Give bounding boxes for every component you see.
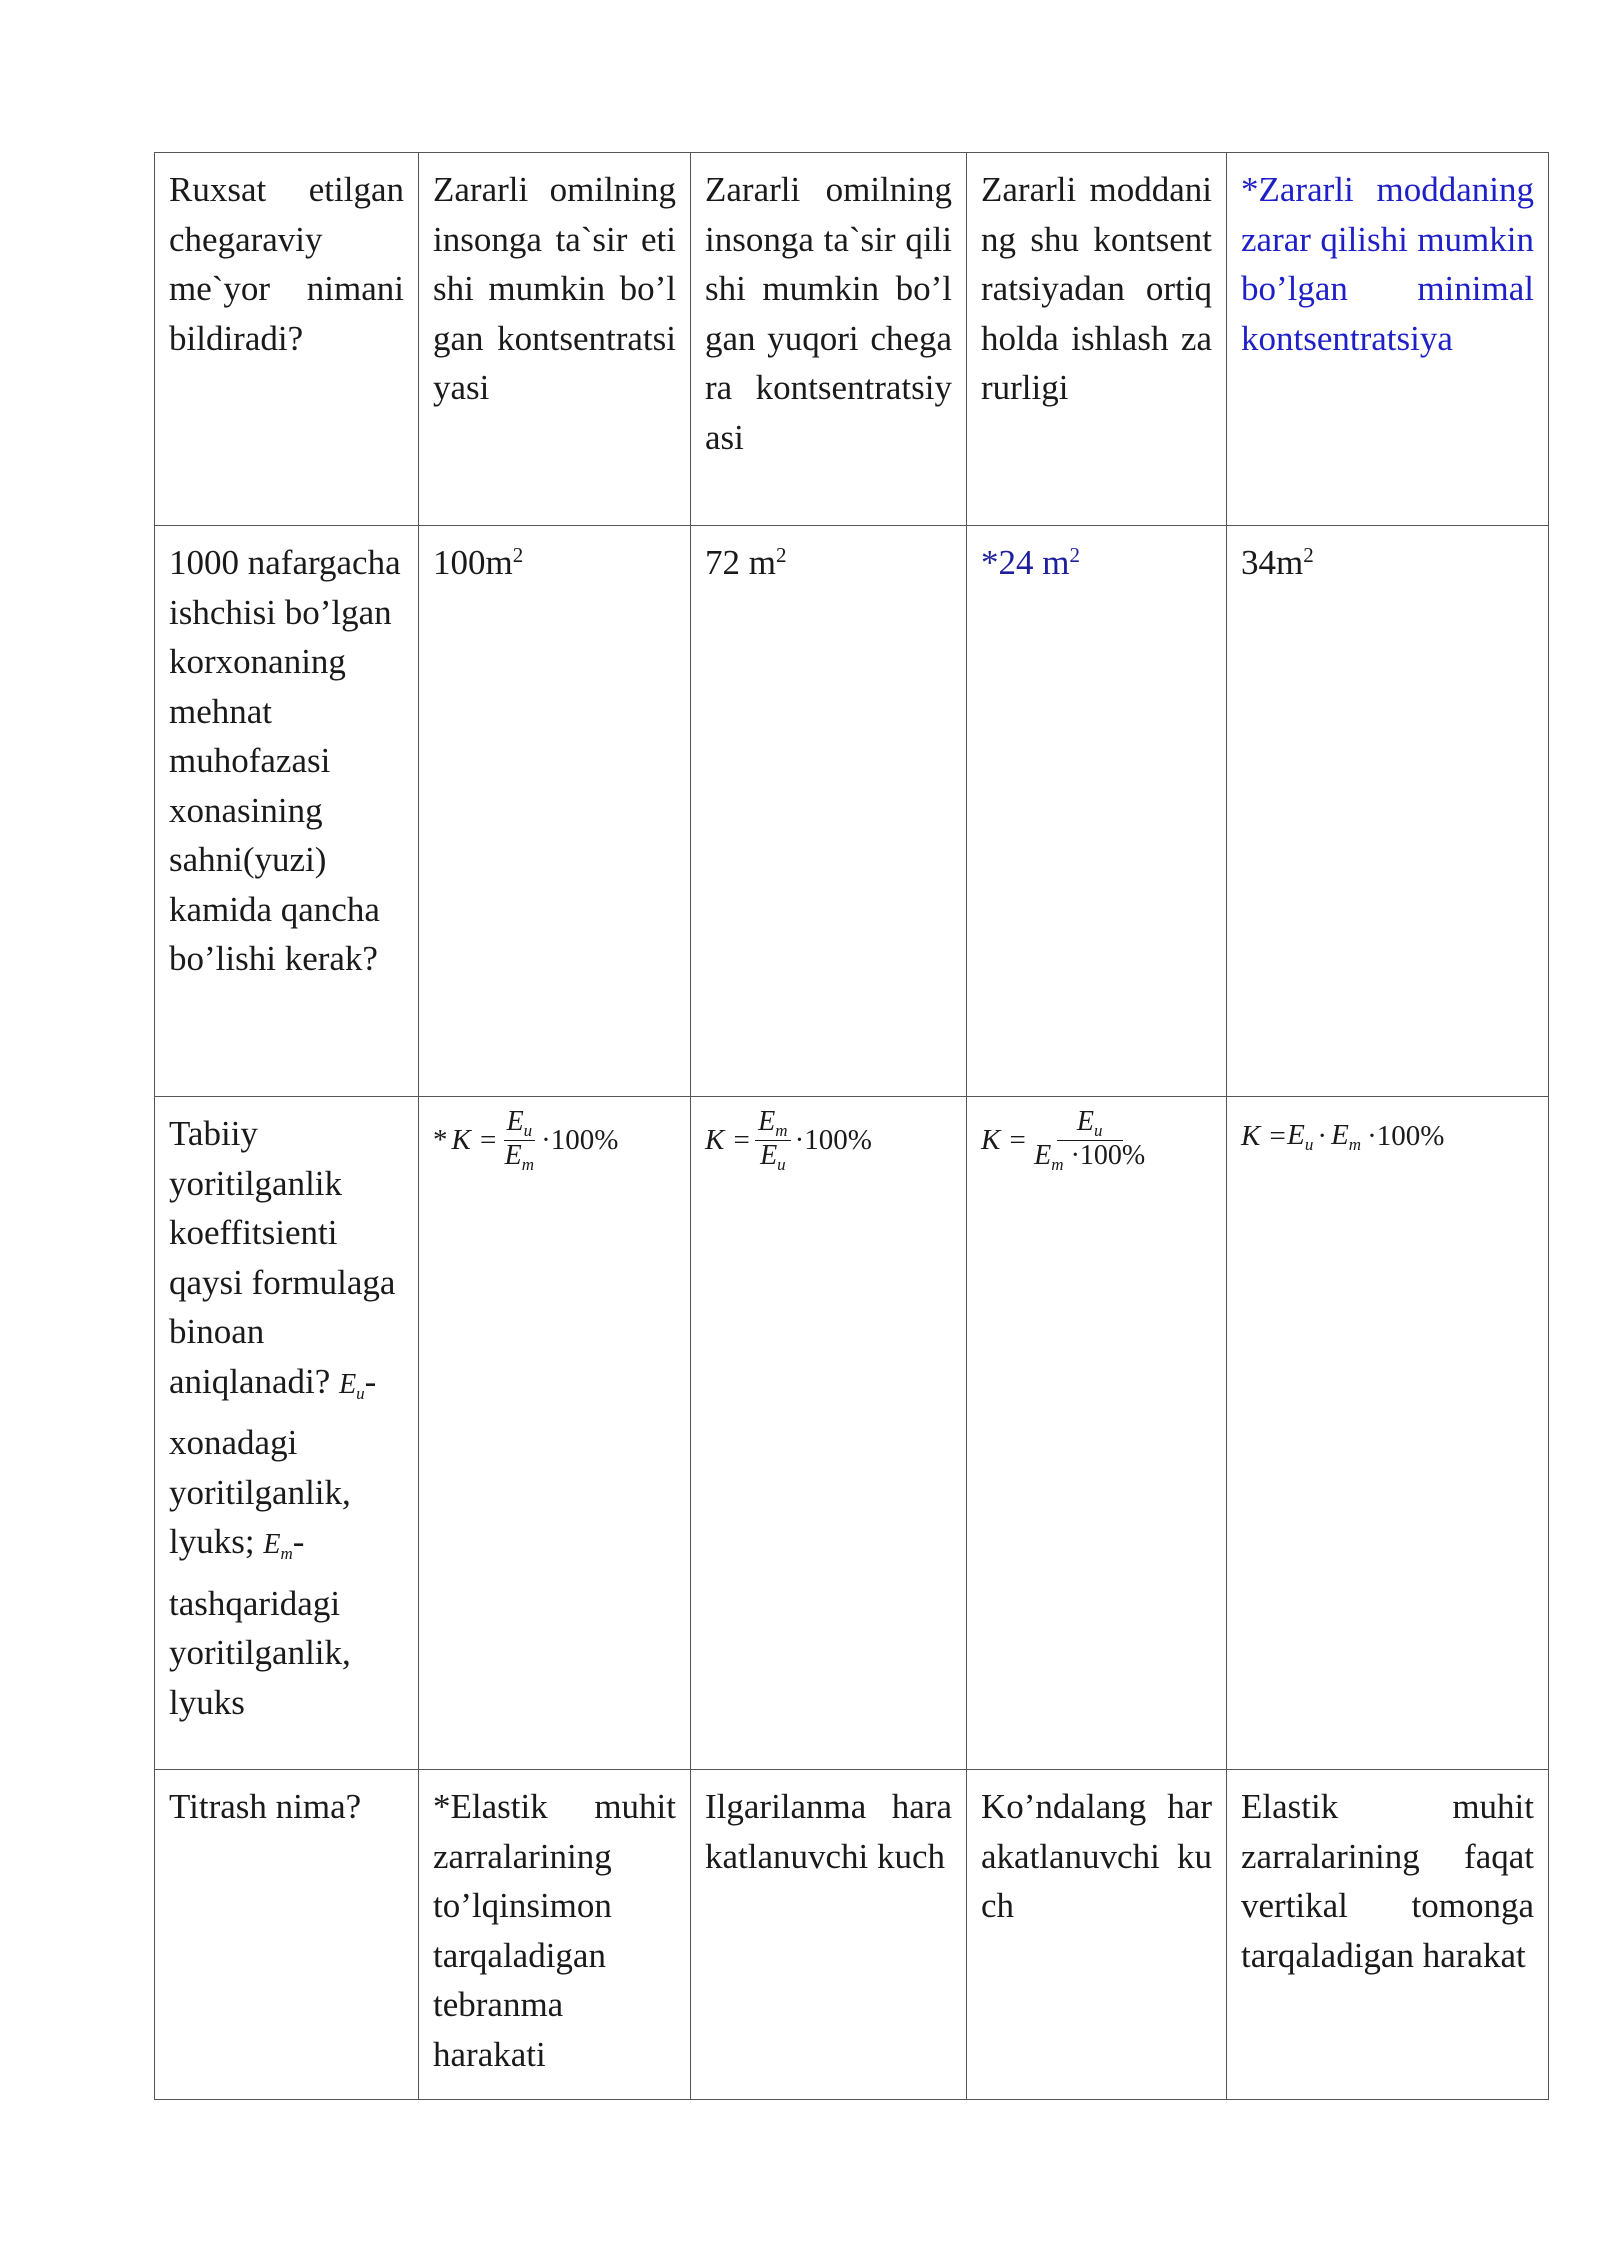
formula-tail: ·100% [794, 1123, 872, 1156]
answer-cell-1a [419, 153, 691, 526]
fraction: $\frac{E_u}{E_m \cdot 100\%}$ [1034, 1106, 1146, 1174]
answer-value: 72 m [705, 543, 776, 582]
answer-text: Zararli moddaning shu kontsentratsiyadan ortiq holda ishlash zarurligi [981, 170, 1212, 407]
answer-cell-1d-correct [1227, 153, 1549, 526]
question-text: Tabiiy yoritilganlik koeffitsienti qaysi formulaga binoan aniqlanadi? [169, 1114, 396, 1401]
answer-cell-2c-correct [967, 526, 1227, 1097]
answer-cell-3c [967, 1097, 1227, 1770]
question-row-4 [155, 1770, 1549, 2100]
answer-cell-1b [691, 153, 967, 526]
formula-lhs: K = [705, 1123, 752, 1156]
answer-text: *Zararli moddaning zarar qilishi mumkin bo’lgan minimal kontsentratsiya [1241, 170, 1534, 358]
question-row-3 [155, 1097, 1549, 1770]
answer-cell-3a [419, 1097, 691, 1770]
unit-power: 2 [1303, 543, 1314, 567]
answer-cell-4b [691, 1770, 967, 2100]
symbol-e-u: $E_u$ [339, 1368, 365, 1403]
answer-value: *24 m [981, 543, 1070, 582]
question-text: 1000 nafargacha ishchisi bo’lgan korxonaning mehnat muhofazasi xonasining sahni(yuzi) kamida qancha bo’lishi kerak? [169, 543, 401, 978]
answer-cell-2a [419, 526, 691, 1097]
formula-tail: ·100% [1070, 1139, 1146, 1171]
fraction: $\frac{E_u}{E_m}$ [504, 1106, 535, 1174]
answer-value: 34m [1241, 543, 1304, 582]
question-text: Titrash nima? [169, 1787, 362, 1826]
unit-power: 2 [1069, 543, 1080, 567]
formula-tail: ·100% [541, 1123, 619, 1156]
symbol-m-description: - tashqaridagi yoritilganlik, lyuks [169, 1522, 351, 1722]
answer-cell-2d [1227, 526, 1549, 1097]
formula-tail: ·100% [1367, 1120, 1445, 1152]
answer-text: Elastik muhit zarralarining faqat vertikal tomonga tarqaladigan harakat [1241, 1787, 1534, 1975]
formula: K = $E_u$ · $E_m$ ·100% [1241, 1118, 1445, 1154]
answer-text: *Elastik muhit zarralarining to’lqinsimon tarqaladigan tebranma harakati [433, 1787, 676, 2074]
answer-text: Ilgarilanma harakatlanuvchi kuch [705, 1787, 952, 1876]
question-row-2 [155, 526, 1549, 1097]
answer-cell-4a-correct [419, 1770, 691, 2100]
answer-cell-3b [691, 1097, 967, 1770]
answer-cell-2b [691, 526, 967, 1097]
question-row-1 [155, 153, 1549, 526]
symbol-u-description: - xonadagi yoritilganlik, lyuks; [169, 1361, 377, 1561]
answer-text: Zararli omilning insonga ta`sir etishi mumkin bo’lgan kontsentratsiyasi [433, 170, 676, 407]
question-cell-4 [155, 1770, 419, 2100]
fraction: $\frac{E_m}{E_u}$ [755, 1107, 790, 1174]
question-cell-2 [155, 526, 419, 1097]
unit-power: 2 [775, 543, 787, 567]
formula-lhs: K = [1241, 1120, 1288, 1152]
formula [981, 1107, 1152, 1174]
formula [433, 1107, 618, 1174]
answer-cell-1c [967, 153, 1227, 526]
question-text: Ruxsat etilgan chegaraviy me`yor nimani bildiradi? [169, 170, 404, 358]
test-questions-table [154, 152, 1549, 2100]
formula [705, 1107, 872, 1174]
unit-power: 2 [512, 543, 524, 567]
answer-cell-4c [967, 1770, 1227, 2100]
answer-cell-3d [1227, 1097, 1549, 1770]
question-cell-3 [155, 1097, 419, 1770]
formula-lhs: K = [451, 1123, 498, 1156]
answer-text: Ko’ndalang harakatlanuvchi kuch [981, 1787, 1212, 1925]
answer-text: Zararli omilning insonga ta`sir qilishi mumkin bo’lgan yuqori chegara kontsentratsiyasi [705, 170, 952, 457]
formula-lhs: K = [981, 1123, 1028, 1156]
correct-mark: * [433, 1123, 448, 1156]
answer-value: 100m [433, 543, 513, 582]
question-cell-1 [155, 153, 419, 526]
answer-cell-4d [1227, 1770, 1549, 2100]
symbol-e-m: $E_m$ [263, 1529, 293, 1563]
